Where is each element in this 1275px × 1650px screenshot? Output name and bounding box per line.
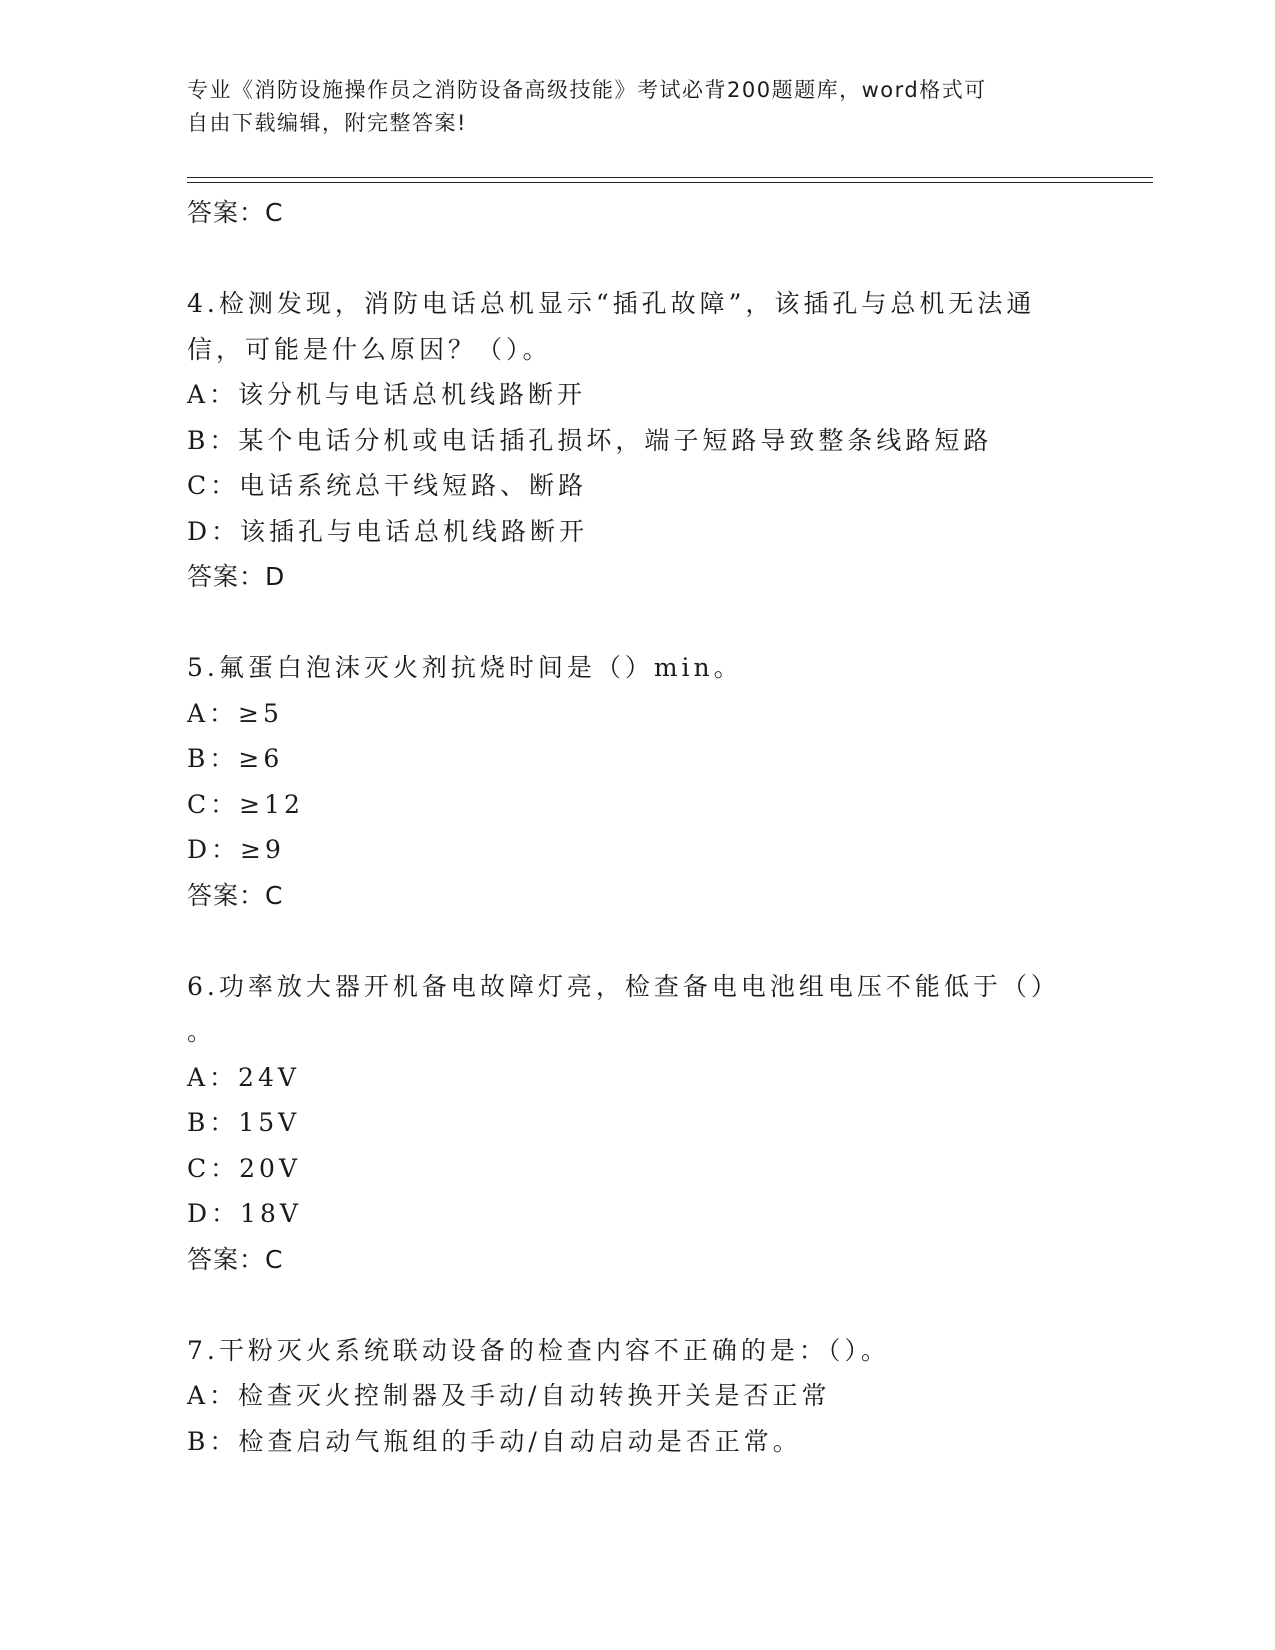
option-b: B：检查启动气瓶组的手动/自动启动是否正常。 [187,1426,802,1456]
document-body [187,190,1087,1464]
answer-line: 答案：C [187,880,284,910]
option-c: C：20V [187,1153,301,1183]
question-block [187,645,1087,918]
question-stem: 5.氟蛋白泡沫灭火剂抗烧时间是（）min。 [187,653,743,682]
option-c: C：≥12 [187,789,304,819]
option-d: D：该插孔与电话总机线路断开 [187,516,589,546]
option-c: C：电话系统总干线短路、断路 [187,471,588,500]
option-a: A：≥5 [187,698,283,728]
question-block [187,281,1087,600]
question-block [187,1328,1087,1465]
document-header [187,74,1067,140]
option-a: A：该分机与电话总机线路断开 [187,380,587,409]
option-d: D：18V [187,1199,302,1228]
header-divider-thin [187,182,1153,183]
header-line-1: 专业《消防设施操作员之消防设备高级技能》考试必背200题题库，word格式可 [187,78,987,102]
option-b: B：15V [187,1108,301,1137]
option-b: B：≥6 [187,744,284,773]
spacer [187,600,1087,646]
option-b: B：某个电话分机或电话插孔损坏，端子短路导致整条线路短路 [187,425,993,455]
spacer [187,1282,1087,1328]
spacer [187,236,1087,282]
option-d: D：≥9 [187,835,285,864]
option-a: A：24V [187,1062,300,1092]
header-line-2: 自由下载编辑，附完整答案! [187,111,467,135]
answer-line: 答案：C [187,1244,284,1274]
question-stem: 4.检测发现，消防电话总机显示“插孔故障”，该插孔与总机无法通 [187,289,1036,318]
answer-line: 答案：C [187,198,284,227]
question-stem: 6.功率放大器开机备电故障灯亮，检查备电电池组电压不能低于（） [187,971,1060,1001]
spacer [187,918,1087,964]
question-stem: 信，可能是什么原因？（）。 [187,334,552,364]
question-block [187,964,1087,1283]
answer-line: 答案：D [187,562,286,591]
question-stem: 7.干粉灭火系统联动设备的检查内容不正确的是：（）。 [187,1335,890,1365]
header-divider-thick [187,177,1153,178]
question-stem: 。 [187,1017,217,1046]
option-a: A：检查灭火控制器及手动/自动转换开关是否正常 [187,1381,831,1410]
